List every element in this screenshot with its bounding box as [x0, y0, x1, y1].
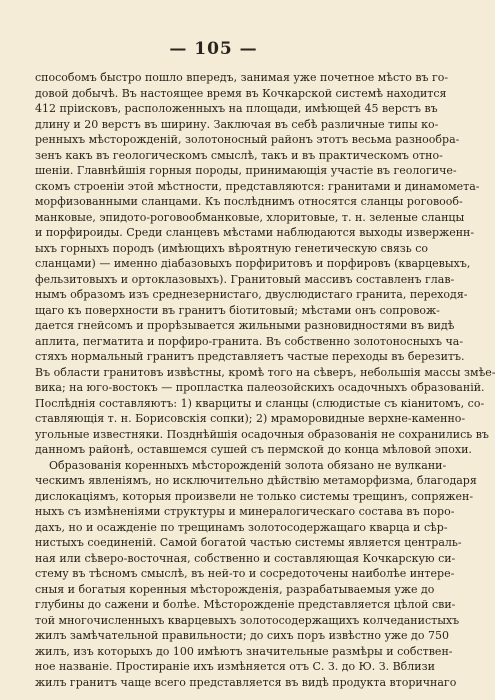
text-line: фельзитовыхъ и ортоклазовыхъ). Гранитовый массивъ составленъ глав- [35, 272, 455, 286]
text-line: глубины до сажени и болѣе. Мѣсторожденiе представляется цѣлой сви- [35, 598, 456, 611]
text-line: дахъ, но и осажденiе по трещинамъ золотосодержащаго кварца и сѣр- [35, 520, 448, 534]
text-line: стяхъ нормальный гранитъ представляетъ частые переходы въ березитъ. [35, 350, 465, 363]
text-line: угольные известняки. Позднѣйшiя осадочныя образованiя не сохранились въ [35, 427, 489, 441]
text-line: сланцами) — именно дiабазовыхъ порфиритовъ и порфировъ (кварцевыхъ, [35, 257, 471, 270]
text-line: зенъ какъ въ геологическомъ смыслѣ, такъ и въ практическомъ отно- [35, 148, 443, 162]
text-line: ная или сѣверо-восточная, собственно и составляющая Кочкарскую си- [35, 551, 456, 565]
text-line: Образованiя коренныхъ мѣсторожденiй золота обязано не вулкани- [49, 458, 447, 472]
text-line: щаго къ поверхности въ гранитъ бiотитовый; мѣстами онъ сопровож- [35, 303, 440, 317]
text-line: стему въ тѣсномъ смыслѣ, въ ней-то и сосредоточены наиболѣе интере- [35, 567, 455, 580]
text-line: манковые, эпидото-роговообманковые, хлоритовые, т. н. зеленые сланцы [35, 210, 465, 224]
text-line: нымъ образомъ изъ среднезернистаго, двуслюдистаго гранита, переходя- [35, 288, 468, 301]
text-line: ренныхъ мѣсторожденiй, золотоносный районъ этотъ весьма разнообра- [35, 133, 460, 146]
page-number: — 105 — [169, 39, 258, 59]
text-line: способомъ быстро пошло впередъ, занимая уже почетное мѣсто въ го- [35, 71, 449, 84]
text-line: ыхъ горныхъ породъ (имѣющихъ вѣроятную генетическую связь со [35, 241, 429, 255]
text-line: и порфироиды. Среди сланцевъ мѣстами наблюдаются выходы изверженн- [35, 226, 475, 239]
text-line: Въ области гранитовъ извѣстны, кромѣ того на сѣверъ, небольшiя массы змѣе- [35, 365, 495, 379]
text-line: дается гнейсомъ и прорѣзывается жильными разновидностями въ видѣ [35, 319, 455, 332]
text-line: жилъ гранитъ чаще всего представляется въ видѣ продукта вторичнаго [35, 675, 457, 689]
text-line: данномъ районѣ, оставшемся сушей съ пермской до конца мѣловой эпохи. [35, 443, 472, 456]
text-line: морфизованными сланцами. Къ послѣднимъ относятся сланцы роговооб- [35, 195, 463, 208]
text-line: той многочисленныхъ кварцевыхъ золотосодержащихъ колчеданистыхъ [35, 613, 460, 627]
text-line: Послѣднiя составляютъ: 1) кварциты и сланцы (слюдистые съ кiанитомъ, со- [35, 396, 485, 410]
text-line: 412 прiисковъ, расположенныхъ на площади, имѣющей 45 верстъ въ [35, 102, 438, 115]
text-line: длину и 20 верстъ въ ширину. Заключая въ себѣ различные типы ко- [35, 117, 439, 131]
text-line: жилъ замѣчательной правильности; до сихъ поръ извѣстно уже до 750 [35, 629, 449, 642]
text-line: нистыхъ соединенiй. Самой богатой частью системы является централь- [35, 536, 462, 549]
text-line: скомъ строенiи этой мѣстности, представляются: гранитами и динамомета- [35, 179, 480, 193]
text-line: шенiи. Главнѣйшiя горныя породы, принимающiя участiе въ геологиче- [35, 164, 457, 177]
body-text [35, 70, 495, 690]
text-line: довой добычѣ. Въ настоящее время въ Кочкарской системѣ находится [35, 86, 447, 100]
text-line: ставляющiя т. н. Борисовскiя сопки); 2) мраморовидные верхне-каменно- [35, 412, 466, 425]
text-line: ческимъ явленiямъ, но исключительно дѣйствiю метаморфизма, благодаря [35, 474, 477, 487]
text-line: вика; на юго-востокъ — пропластка палеозойскихъ осадочныхъ образованiй. [35, 381, 485, 394]
text-line: ное названiе. Простиранiе ихъ измѣняется отъ С. З. до Ю. З. Вблизи [35, 660, 435, 673]
text-line: жилъ, изъ которыхъ до 100 имѣютъ значительные размѣры и собствен- [35, 644, 453, 658]
text-line: дислокацiямъ, которыя произвели не только системы трещинъ, сопряжен- [35, 489, 474, 503]
text-line: аплита, пегматита и порфиро-гранита. Въ собственно золотоносныхъ ча- [35, 334, 464, 348]
text-line: ныхъ съ измѣненiями структуры и минералогическаго состава въ поро- [35, 505, 455, 518]
text-line: сныя и богатыя коренныя мѣсторожденiя, разрабатываемыя уже до [35, 582, 435, 596]
